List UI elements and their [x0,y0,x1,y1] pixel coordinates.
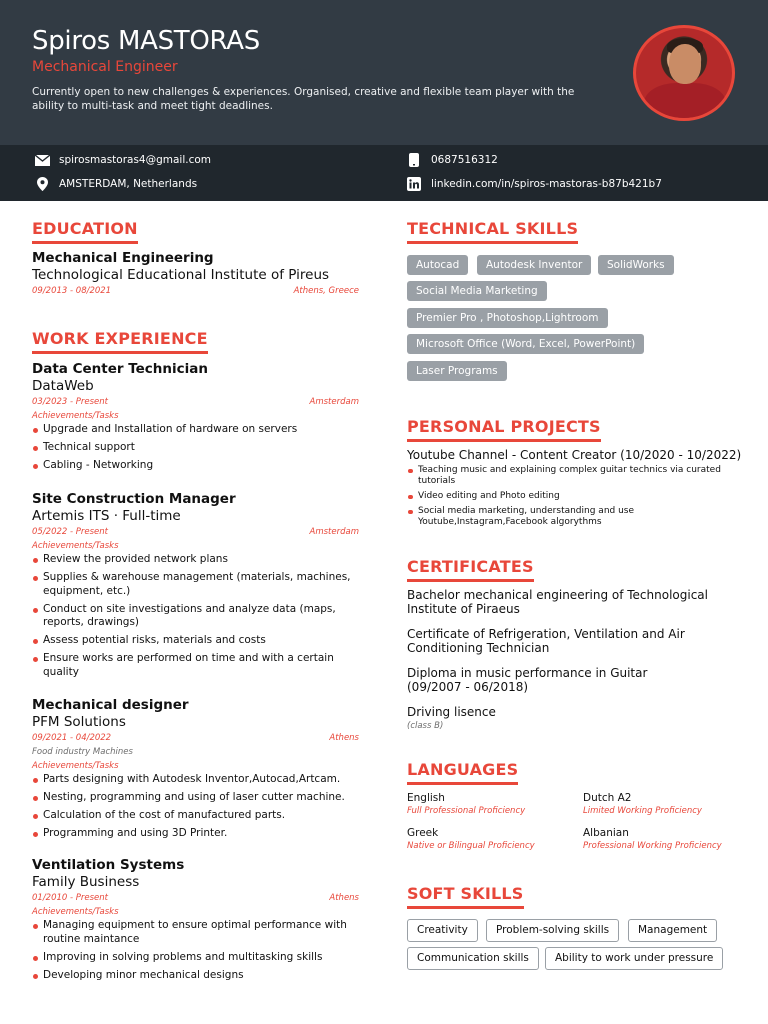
location-pin-icon [34,177,50,191]
list-item: Ensure works are performed on time and with a certain quality [32,652,359,679]
work-entry [32,491,359,684]
summary: Currently open to new challenges & experiences. Organised, creative and flexible team player with the ability to multi-task and meet tight deadlines. [32,86,575,112]
work-org: DataWeb [32,378,94,394]
school: Technological Educational Institute of Pireus [32,267,330,283]
task-list [32,773,359,841]
work-dates: 03/2023 - Present [32,397,109,407]
section-certificates-title: CERTIFICATES [407,557,534,582]
list-item: Calculation of the cost of manufactured parts. [32,809,359,823]
project-title: Youtube Channel - Content Creator (10/2020 - 10/2022) [407,448,742,462]
list-item: Upgrade and Installation of hardware on servers [32,423,359,437]
job-title: Mechanical Engineer [32,59,178,75]
envelope-icon [34,153,50,167]
profile-photo [633,25,735,121]
list-item: Social media marketing, understanding and use Youtube,Instagram,Facebook algorythms [407,506,742,528]
work-org: Family Business [32,874,140,890]
list-item: Managing equipment to ensure optimal performance with routine maintance [32,919,359,946]
education-entry [32,250,359,298]
soft-skill-tag: Ability to work under pressure [545,947,723,970]
certificate: Certificate of Refrigeration, Ventilation and Air Conditioning Technician [407,627,685,655]
work-location: Amsterdam [309,527,359,537]
section-projects-title: PERSONAL PROJECTS [407,417,601,442]
soft-skill-tag: Problem-solving skills [486,919,619,942]
resume-header [0,0,768,145]
certificate: Bachelor mechanical engineering of Technological Institute of Piraeus [407,588,708,616]
work-entry [32,697,359,845]
contact-phone[interactable]: 0687516312 [406,153,498,167]
certificate [407,706,727,732]
tasks-label: Achievements/Tasks [32,761,119,771]
tasks-label: Achievements/Tasks [32,907,119,917]
language-level: Full Professional Proficiency [407,806,526,816]
education-location: Athens, Greece [293,286,359,296]
section-work-title: WORK EXPERIENCE [32,329,208,354]
list-item: Teaching music and explaining complex guitar technics via curated tutorials [407,465,742,487]
language-name: Dutch A2 [583,792,632,804]
work-dates: 01/2010 - Present [32,893,109,903]
work-org: Artemis ITS · Full-time [32,508,181,524]
full-name: Spiros MASTORAS [32,26,260,56]
project-entry [407,448,742,532]
soft-skill-tag: Communication skills [407,947,539,970]
work-location: Amsterdam [309,397,359,407]
work-title: Data Center Technician [32,361,208,377]
language-item [583,792,702,818]
certificate: Diploma in music performance in Guitar (09/2007 - 06/2018) [407,666,648,694]
work-note: Food industry Machines [32,747,133,757]
language-item [583,827,722,853]
list-item: Nesting, programming and using of laser cutter machine. [32,791,359,805]
tasks-label: Achievements/Tasks [32,411,119,421]
work-title: Mechanical designer [32,697,189,713]
work-entry [32,857,359,987]
skill-tag: Autocad [407,255,468,275]
language-name: Albanian [583,827,629,839]
list-item: Improving in solving problems and multitasking skills [32,951,359,965]
work-entry [32,361,359,477]
work-meta [32,525,359,539]
list-item: Assess potential risks, materials and costs [32,634,359,648]
list-item: Developing minor mechanical designs [32,969,359,983]
skill-tag: Laser Programs [407,361,507,381]
language-item [407,792,525,818]
work-title: Site Construction Manager [32,491,236,507]
contact-bar [0,145,768,201]
task-list [32,423,359,473]
skill-tag: Social Media Marketing [407,281,547,301]
skill-tag: Autodesk Inventor [477,255,591,275]
work-meta [32,891,359,905]
list-item: Conduct on site investigations and analyze data (maps, reports, drawings) [32,603,359,630]
work-dates: 05/2022 - Present [32,527,109,537]
education-meta [32,284,359,298]
soft-skill-tag: Creativity [407,919,478,942]
certificates-list [407,589,727,732]
list-item: Parts designing with Autodesk Inventor,Autocad,Artcam. [32,773,359,787]
tasks-label: Achievements/Tasks [32,541,119,551]
task-list [32,553,359,679]
list-item: Cabling - Networking [32,459,359,473]
language-level: Limited Working Proficiency [583,806,702,816]
language-name: English [407,792,445,804]
task-list [32,919,359,982]
language-level: Native or Bilingual Proficiency [407,841,535,851]
work-meta [32,395,359,409]
certificate-title: Driving lisence [407,705,496,719]
project-list [407,465,742,528]
work-dates: 09/2021 - 04/2022 [32,733,112,743]
education-dates: 09/2013 - 08/2021 [32,286,112,296]
work-meta [32,731,359,745]
degree: Mechanical Engineering [32,250,214,266]
list-item: Video editing and Photo editing [407,491,742,502]
section-skills-title: TECHNICAL SKILLS [407,219,578,244]
list-item: Technical support [32,441,359,455]
contact-email[interactable]: spirosmastoras4@gmail.com [34,153,211,167]
language-level: Professional Working Proficiency [583,841,722,851]
contact-linkedin[interactable]: linkedin.com/in/spiros-mastoras-b87b421b7 [406,177,662,191]
language-item [407,827,535,853]
work-title: Ventilation Systems [32,857,185,873]
list-item: Review the provided network plans [32,553,359,567]
work-location: Athens [329,893,359,903]
skill-tag: Premier Pro , Photoshop,Lightroom [407,308,608,328]
list-item: Supplies & warehouse management (materials, machines, equipment, etc.) [32,571,359,598]
soft-skill-tag: Management [628,919,717,942]
certificate-note: (class B) [407,720,444,731]
contact-location: AMSTERDAM, Netherlands [34,177,197,191]
list-item: Programming and using 3D Printer. [32,827,359,841]
skill-tag: Microsoft Office (Word, Excel, PowerPoint) [407,334,644,354]
language-name: Greek [407,827,439,839]
section-education-title: EDUCATION [32,219,138,244]
work-location: Athens [329,733,359,743]
work-org: PFM Solutions [32,714,126,730]
linkedin-icon [406,177,422,191]
skill-tag: SolidWorks [598,255,674,275]
phone-icon [406,153,422,167]
section-languages-title: LANGUAGES [407,760,518,785]
section-soft-skills-title: SOFT SKILLS [407,884,524,909]
